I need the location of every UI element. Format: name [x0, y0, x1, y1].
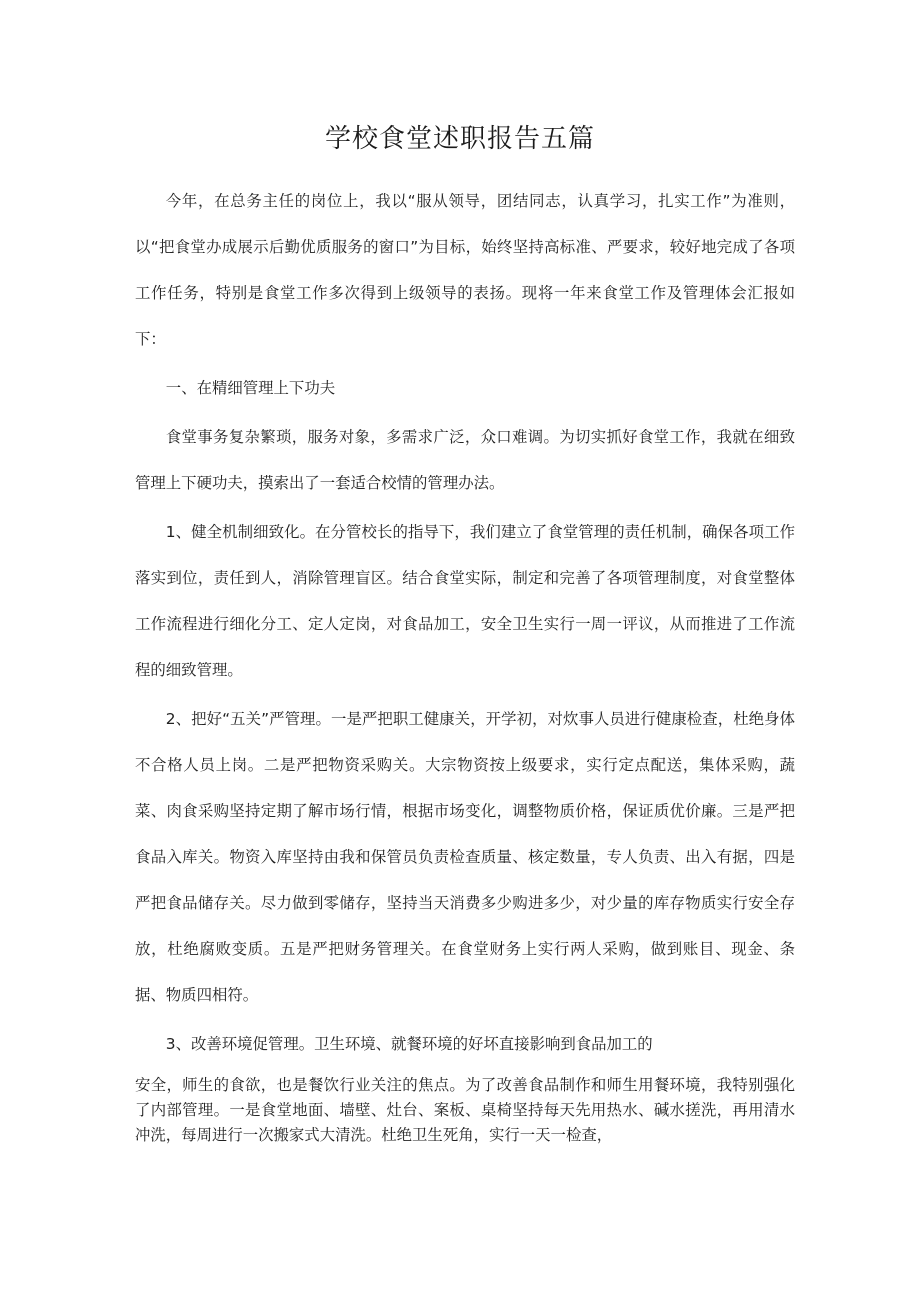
- section-heading: 一、在精细管理上下功夫: [165, 379, 336, 397]
- document-body: [135, 178, 795, 1151]
- paragraph-intro: 今年，在总务主任的岗位上，我以“服从领导，团结同志，认真学习，扎实工作”为准则，以“把食堂办成展示后勤优质服务的窗口”为目标，始终坚持高标准、严要求，较好地完成了各项工作任务，特别是食堂工作多次得到上级领导的表扬。现将一年来食堂工作及管理体会汇报如下：: [135, 192, 795, 348]
- paragraph-continuation: 安全，师生的食欲，也是餐饮行业关注的焦点。为了改善食品制作和师生用餐环境，我特别强化了内部管理。一是食堂地面、墙壁、灶台、案板、桌椅坚持每天先用热水、碱水搓洗，再用清水冲洗，每周进行一次搬家式大清洗。杜绝卫生死角，实行一天一检查，: [135, 1076, 795, 1144]
- paragraph-item-1: 1、健全机制细致化。在分管校长的指导下，我们建立了食堂管理的责任机制，确保各项工作落实到位，责任到人，消除管理盲区。结合食堂实际，制定和完善了各项管理制度，对食堂整体工作流程进行细化分工、定人定岗，对食品加工，安全卫生实行一周一评议，从而推进了工作流程的细致管理。: [135, 523, 795, 679]
- paragraph-item-2: 2、把好“五关”严管理。一是严把职工健康关，开学初，对炊事人员进行健康检查，杜绝身体不合格人员上岗。二是严把物资采购关。大宗物资按上级要求，实行定点配送，集体采购，蔬菜、肉食采购坚持定期了解市场行情，根据市场变化，调整物质价格，保证质优价廉。三是严把食品入库关。物资入库坚持由我和保管员负责检查质量、核定数量，专人负责、出入有据，四是严把食品储存关。尽力做到零储存，坚持当天消费多少购进多少，对少量的库存物质实行安全存放，杜绝腐败变质。五是严把财务管理关。在食堂财务上实行两人采购，做到账目、现金、条据、物质四相符。: [135, 710, 795, 1004]
- paragraph-item-3: 3、改善环境促管理。卫生环境、就餐环境的好坏直接影响到食品加工的: [165, 1035, 653, 1053]
- paragraph-overview: 食堂事务复杂繁琐，服务对象，多需求广泛，众口难调。为切实抓好食堂工作，我就在细致管理上下硬功夫，摸索出了一套适合校情的管理办法。: [135, 428, 795, 492]
- document-title: 学校食堂述职报告五篇: [324, 124, 595, 154]
